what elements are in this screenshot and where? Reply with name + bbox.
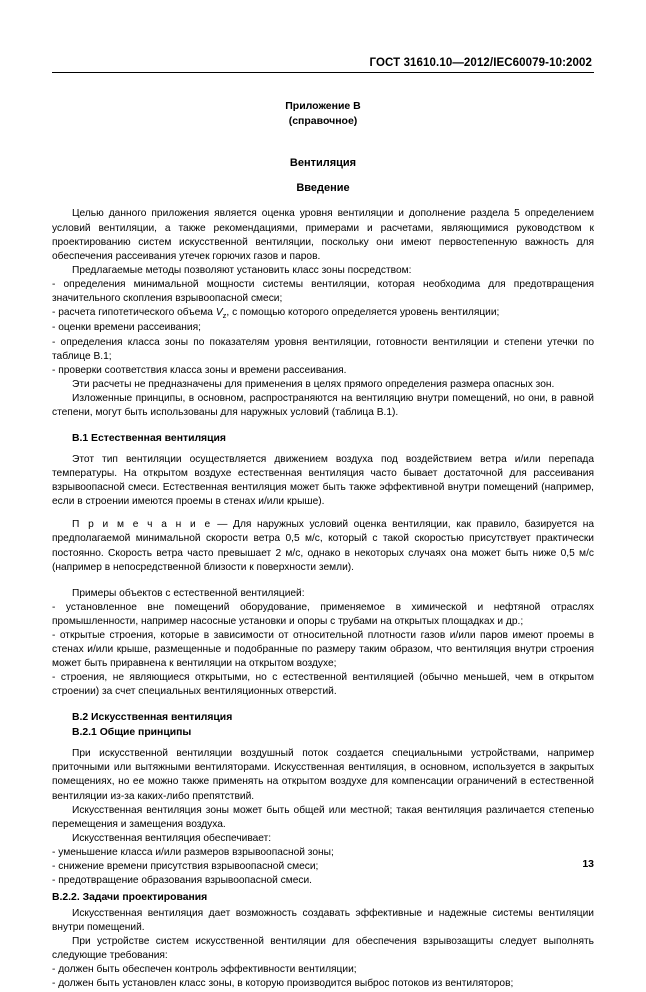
section-title: Вентиляция [289, 157, 357, 170]
b2-paragraph-2: Искусственная вентиляция зоны может быть общей или местной; такая вентиляция различается степенью перемещения и замещения воздуха. [52, 804, 594, 830]
note-text: — Для наружных условий оценка вентиляции, как правило, базируется на предполагаемой минимальной скорости ветра 0,5 м/с, который с такой скоростью присутствует практически постоянно. Скорость ветра часто превышает 2 м/с, однако в некоторых случаях она может быть ниже 0,5 м/с (например в непосредственной близости к поверхности земли). [52, 519, 595, 573]
b2-list-item-2: - снижение времени присутствия взрывоопасной смеси; [52, 860, 319, 872]
annex-title: Приложение В [285, 100, 361, 112]
b1-example-2: - открытые строения, которые в зависимости от относительной плотности газов и/или паров имеют проемы в стенах и/или крыше, размещенные и подобранные по размеру таким образом, что вентиляция внутри строения может быть приравнена к вентиляции на открытом воздухе; [52, 629, 594, 670]
b1-note [52, 518, 594, 574]
volume-variable: V [215, 306, 223, 318]
heading-b21: В.2.1 Общие принципы [72, 727, 192, 739]
b2-paragraph-3: Искусственная вентиляция обеспечивает: [72, 832, 272, 844]
b2-paragraph-1: При искусственной вентиляции воздушный поток создается специальными устройствами, например приточными или вытяжными вентиляторами. Искусственная вентиляция, в основном, используется в закрытых помещениях, но ее можно также применять на открытом воздухе для компенсации ограничений в естественной вентиляции из-за каких-либо препятствий. [52, 748, 594, 802]
intro-list-item-1: - определения минимальной мощности системы вентиляции, которая необходима для предотвращения значительного скопления взрывоопасной смеси; [52, 278, 594, 304]
intro-after-paragraph-1: Эти расчеты не предназначены для применения в целях прямого определения размера опасных зон. [72, 378, 555, 390]
intro-list-item-2-post: , с помощью которого определяется уровень вентиляции; [226, 306, 500, 318]
annex-subtitle: (справочное) [288, 115, 358, 128]
intro-list-item-5: - проверки соответствия класса зоны и времени рассеивания. [52, 364, 347, 376]
b22-paragraph-2: При устройстве систем искусственной вентиляции для обеспечения взрывозащиты следует выполнять следующие требования: [52, 936, 594, 962]
b2-list-item-3: - предотвращение образования взрывоопасной смеси. [52, 874, 313, 886]
note-label: П р и м е ч а н и е [72, 519, 212, 531]
intro-after-paragraph-2: Изложенные принципы, в основном, распространяются на вентиляцию внутри помещений, но они, в равной степени, могут быть использованы для наружных условий (таблица В.1). [52, 392, 594, 418]
heading-b2: В.2 Искусственная вентиляция [72, 712, 233, 724]
b2-block [52, 747, 594, 888]
volume-variable-subscript: z [222, 311, 227, 321]
b1-example-1: - установленное вне помещений оборудование, применяемое в химической и нефтяной отраслях промышленности, например насосные установки и опоры с трубами на открытых площадках и др.; [52, 601, 594, 627]
heading-b1: В.1 Естественная вентиляция [72, 433, 226, 445]
page-number: 13 [582, 858, 594, 870]
b2-list-item-1: - уменьшение класса и/или размеров взрывоопасной зоны; [52, 846, 334, 858]
b22-list-item-1: - должен быть обеспечен контроль эффективности вентиляции; [52, 964, 357, 976]
b22-list-item-2: - должен быть установлен класс зоны, в которую производится выброс потоков из вентиляторов; [52, 978, 514, 990]
intro-title: Введение [296, 182, 350, 195]
b22-block [52, 907, 594, 991]
b22-paragraph-1: Искусственная вентиляция дает возможность создавать эффективные и надежные системы вентиляции внутри помещений. [52, 908, 594, 934]
b1-paragraph-1: Этот тип вентиляции осуществляется движением воздуха под воздействием ветра и/или перепада температуры. На открытом воздухе естественная вентиляция часто бывает достаточной для рассеивания взрывоопасной смеси. Естественная вентиляция может быть также эффективной внутри помещений (например, если в строении имеются проемы в стенах и/или крыше). [52, 454, 594, 508]
intro-list-item-4: - определения класса зоны по показателям уровня вентиляции, готовности вентиляции и степени утечки по таблице В.1; [52, 336, 594, 362]
intro-block [52, 207, 594, 420]
intro-paragraph-1: Целью данного приложения является оценка уровня вентиляции и дополнение раздела 5 определением условий вентиляции, а также рекомендациями, примерами и расчетами, являющимися руководством к проектированию систем искусственной вентиляции, поскольку они имеют первостепенную важность для обеспечения рассеивания утечек горючих газов и паров. [52, 208, 594, 262]
intro-list-item-2-pre: - расчета гипотетического объема [52, 306, 216, 318]
b1-block [52, 453, 594, 699]
b1-examples-lead: Примеры объектов с естественной вентиляцией: [72, 587, 305, 599]
intro-list-item-3: - оценки времени рассеивания; [52, 322, 201, 334]
page-header: ГОСТ 31610.10—2012/IEC60079-10:2002 [369, 57, 592, 69]
header-divider [52, 72, 594, 73]
intro-list-item-2 [52, 306, 594, 322]
intro-paragraph-2: Предлагаемые методы позволяют установить класс зоны посредством: [72, 264, 412, 276]
b1-example-3: - строения, не являющиеся открытыми, но с естественной вентиляцией (обычно меньшей, чем в открытом строении) за счет специальных вентиляционных отверстий. [52, 672, 594, 698]
heading-b22: В.2.2. Задачи проектирования [52, 892, 208, 904]
